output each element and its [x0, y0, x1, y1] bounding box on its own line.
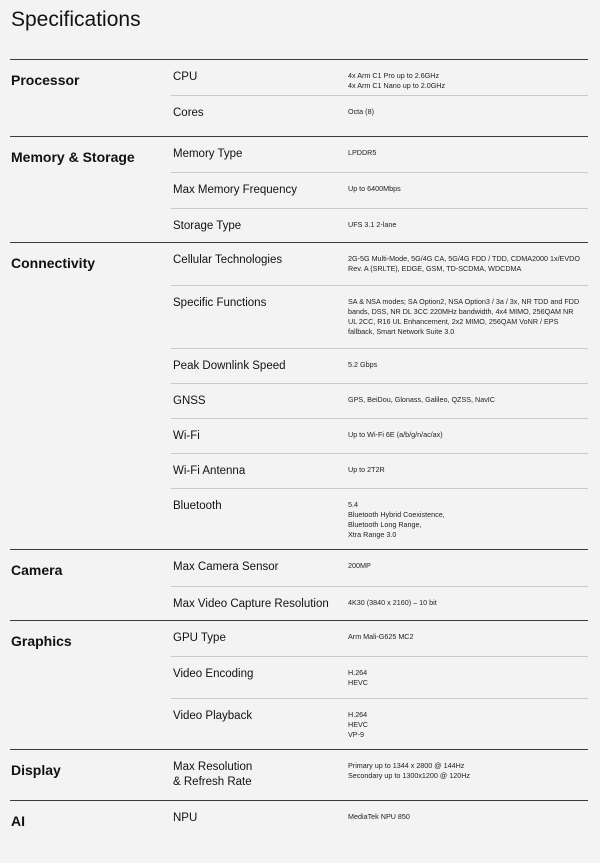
- section-heading: Graphics: [11, 633, 72, 649]
- spec-label: GNSS: [173, 395, 206, 407]
- spec-value: 2G-5G Multi-Mode, 5G/4G CA, 5G/4G FDD / TDD, CDMA2000 1x/EVDO Rev. A (SRLTE), EDGE, GSM, TD-SCDMA, WDCDMA: [348, 254, 580, 273]
- section-heading: Camera: [11, 562, 63, 578]
- spec-label: CPU: [173, 71, 198, 83]
- spec-label: Cores: [173, 107, 204, 119]
- section-processor: [10, 59, 588, 136]
- spec-value: 5.4 Bluetooth Hybrid Coexistence, Bluetooth Long Range, Xtra Range 3.0: [348, 500, 445, 539]
- spec-value: 200MP: [348, 561, 371, 570]
- page-title: Specifications: [11, 8, 141, 31]
- spec-row-specific-functions: [171, 285, 588, 348]
- spec-row-gnss: [171, 383, 588, 418]
- section-ai: [10, 800, 588, 860]
- spec-row-cores: [171, 95, 588, 137]
- spec-value: H.264 HEVC VP-9: [348, 710, 368, 739]
- spec-row-storage-type: [171, 208, 588, 243]
- spec-row-max-memory-frequency: [171, 172, 588, 208]
- spec-value: Up to 6400Mbps: [348, 184, 401, 193]
- spec-row-max-camera-sensor: [171, 550, 588, 586]
- section-heading: Memory & Storage: [11, 149, 135, 165]
- spec-label: Video Encoding: [173, 668, 254, 680]
- spec-row-max-resolution-refresh-rate: [171, 750, 588, 801]
- spec-label: NPU: [173, 812, 198, 824]
- section-connectivity: [10, 242, 588, 549]
- spec-label: Wi-Fi Antenna: [173, 465, 246, 477]
- spec-value: LPDDR5: [348, 148, 377, 157]
- spec-row-peak-downlink-speed: [171, 348, 588, 383]
- section-graphics: [10, 620, 588, 749]
- spec-row-max-video-capture-resolution: [171, 586, 588, 621]
- spec-value: Primary up to 1344 x 2800 @ 144Hz Secondary up to 1300x1200 @ 120Hz: [348, 761, 470, 780]
- spec-label: Peak Downlink Speed: [173, 360, 286, 372]
- spec-label: Storage Type: [173, 220, 242, 232]
- spec-row-bluetooth: [171, 488, 588, 550]
- spec-value: GPS, BeiDou, Glonass, Galileo, QZSS, NavIC: [348, 395, 495, 404]
- section-heading: AI: [11, 813, 25, 829]
- spec-row-gpu-type: [171, 621, 588, 656]
- spec-label: Max Camera Sensor: [173, 561, 279, 573]
- spec-label: Max Resolution & Refresh Rate: [173, 761, 253, 788]
- spec-value: Arm Mali-G625 MC2: [348, 632, 414, 641]
- spec-value: SA & NSA modes; SA Option2, NSA Option3 / 3a / 3x, NR TDD and FDD bands, DSS, NR DL 3CC 220MHz bandwidth, 4x4 MIMO, 256QAM NR UL 2CC, R16 UL Enhancement, 2x2 MIMO, 256QAM VoNR / EPS fallback, Smart Network Suite 3.0: [348, 297, 580, 336]
- spec-row-video-playback: [171, 698, 588, 750]
- spec-label: Video Playback: [173, 710, 253, 722]
- spec-value: Up to Wi-Fi 6E (a/b/g/n/ac/ax): [348, 430, 443, 439]
- spec-row-wi-fi-antenna: [171, 453, 588, 488]
- section-camera: [10, 549, 588, 620]
- spec-value: UFS 3.1 2-lane: [348, 220, 397, 229]
- spec-row-memory-type: [171, 137, 588, 172]
- spec-value: 4K30 (3840 x 2160) – 10 bit: [348, 598, 437, 607]
- spec-label: Max Memory Frequency: [173, 184, 297, 196]
- spec-row-cellular-technologies: [171, 243, 588, 285]
- spec-label: Specific Functions: [173, 297, 267, 309]
- spec-value: 5.2 Gbps: [348, 360, 378, 369]
- spec-value: Octa (8): [348, 107, 374, 116]
- section-heading: Connectivity: [11, 255, 96, 271]
- section-display: [10, 749, 588, 800]
- spec-label: Bluetooth: [173, 500, 222, 512]
- spec-label: Cellular Technologies: [173, 254, 283, 266]
- spec-value: MediaTek NPU 850: [348, 812, 410, 821]
- section-heading: Display: [11, 762, 61, 778]
- section-memory-storage: [10, 136, 588, 242]
- section-heading: Processor: [11, 72, 80, 88]
- spec-row-wi-fi: [171, 418, 588, 453]
- spec-label: Memory Type: [173, 148, 243, 160]
- spec-value: H.264 HEVC: [348, 668, 368, 687]
- spec-label: Wi-Fi: [173, 430, 200, 442]
- spec-row-cpu: [171, 60, 588, 95]
- spec-label: Max Video Capture Resolution: [173, 598, 329, 610]
- spec-value: Up to 2T2R: [348, 465, 385, 474]
- spec-row-video-encoding: [171, 656, 588, 698]
- spec-row-npu: [171, 801, 588, 861]
- spec-value: 4x Arm C1 Pro up to 2.6GHz 4x Arm C1 Nano up to 2.0GHz: [348, 71, 446, 90]
- spec-label: GPU Type: [173, 632, 226, 644]
